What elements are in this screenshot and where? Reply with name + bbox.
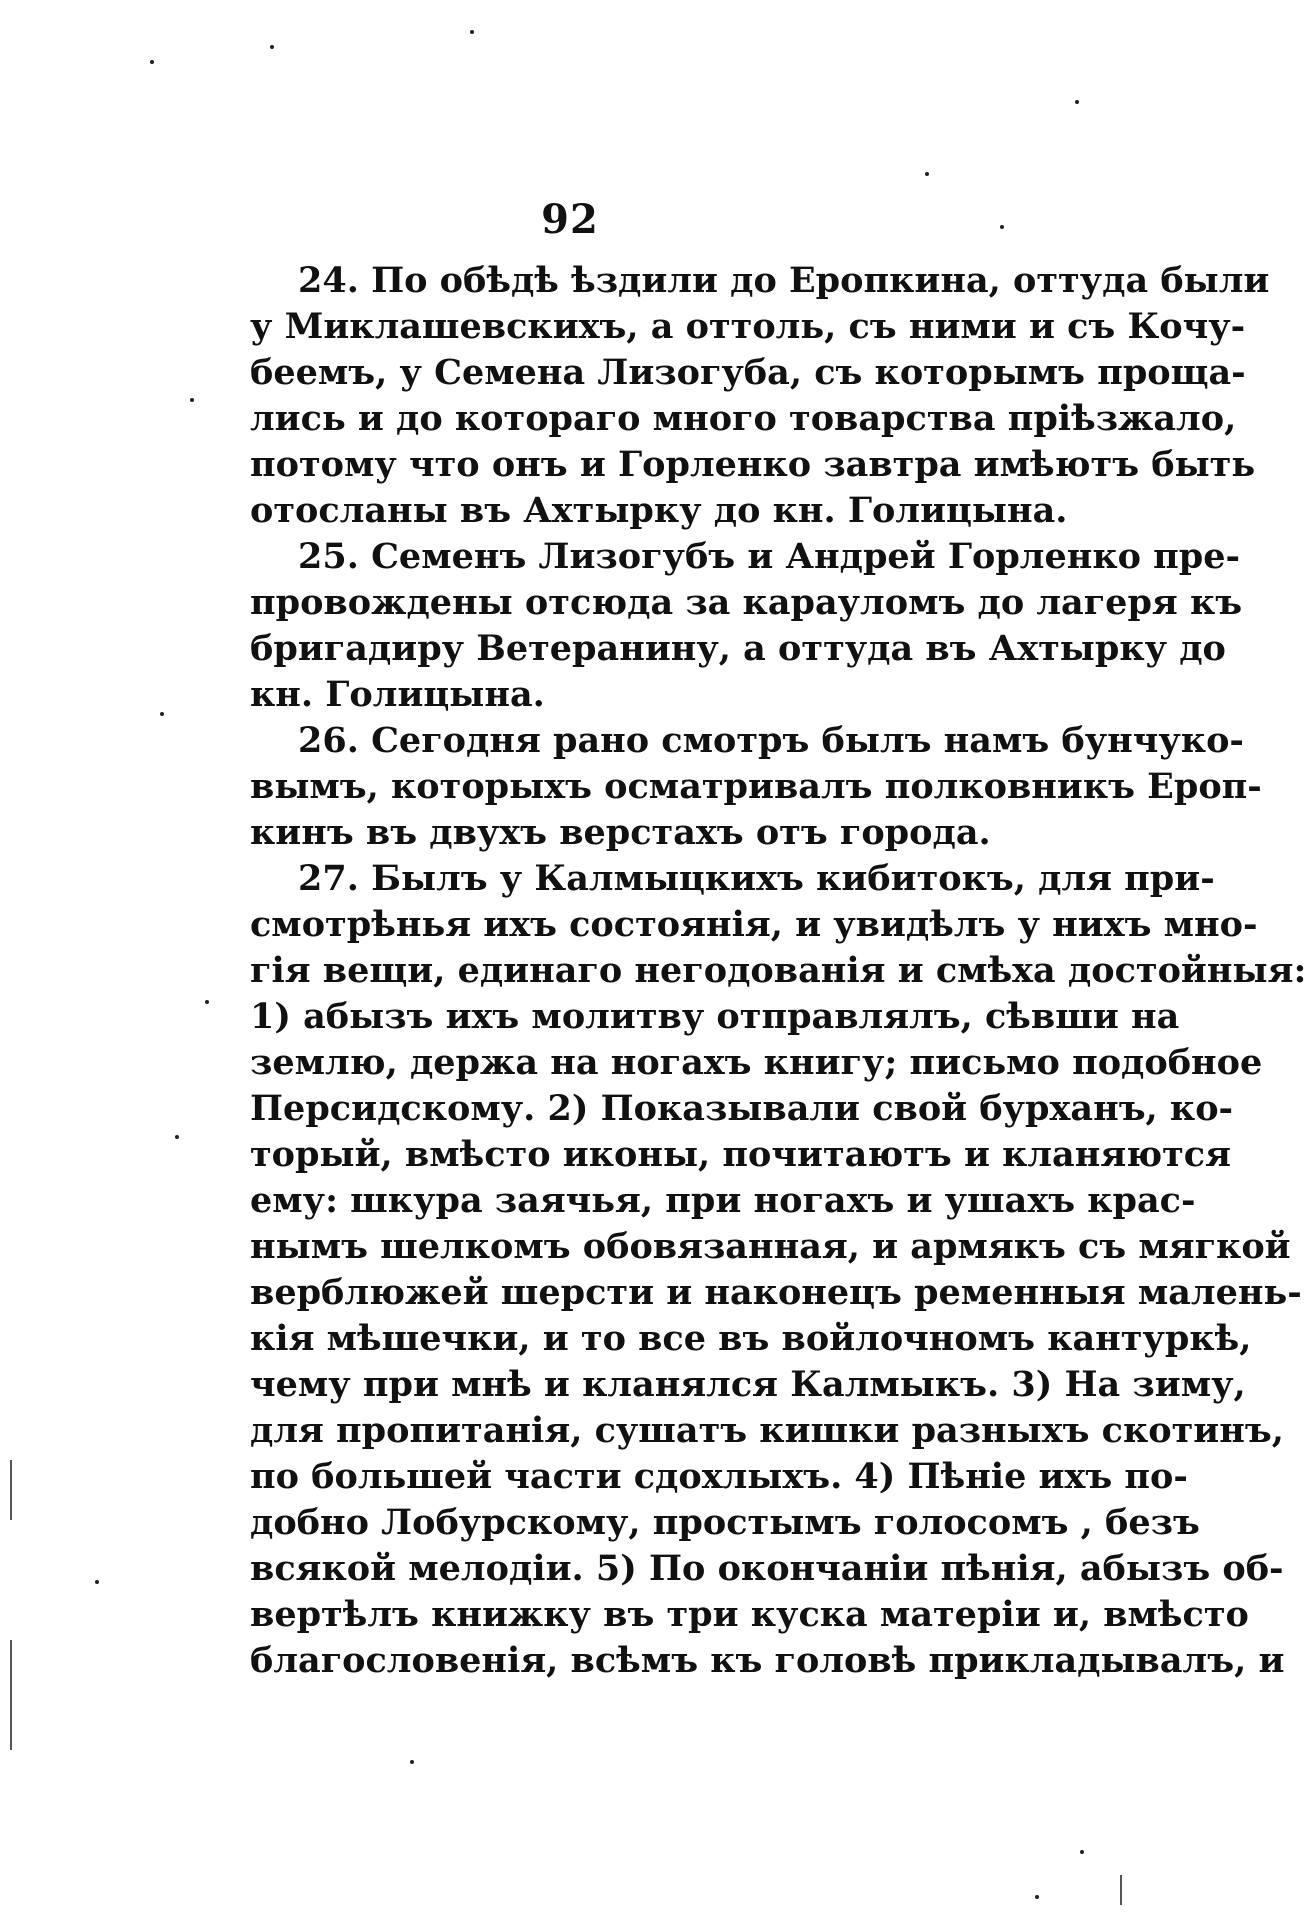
scan-edge-mark (10, 1460, 12, 1520)
scan-speck (925, 172, 929, 176)
scan-speck (205, 1000, 209, 1004)
text-line: кiя мѣшечки, и то все въ войлочномъ кантуркѣ, (250, 1318, 1252, 1359)
text-line: верблюжей шерсти и наконецъ ременныя малень- (250, 1272, 1302, 1313)
text-line: кинъ въ двухъ верстахъ отъ города. (250, 812, 991, 853)
scan-speck (160, 712, 164, 716)
text-line: беемъ, у Семена Лизогуба, съ которымъ проща- (250, 352, 1246, 393)
text-line: 24. По обѣдѣ ѣздили до Еропкина, оттуда были (298, 260, 1270, 301)
text-line: по большей части сдохлыхъ. 4) Пѣнiе ихъ по- (250, 1456, 1188, 1497)
text-line: у Миклашевскихъ, а оттоль, съ ними и съ Кочу- (250, 306, 1246, 347)
scan-speck (470, 30, 474, 34)
scan-speck (150, 60, 154, 64)
text-line: бригадиру Ветеранину, а оттуда въ Ахтырку до (250, 628, 1226, 669)
text-line: нымъ шелкомъ обовязанная, и армякъ съ мягкой (250, 1226, 1291, 1267)
page-number: 92 (541, 196, 599, 243)
text-line: лись и до котораго много товарства прiѣзжало, (250, 398, 1237, 439)
text-line: добно Лобурскому, простымъ голосомъ , безъ (250, 1502, 1200, 1543)
scan-speck (270, 45, 274, 49)
text-line: отосланы въ Ахтырку до кн. Голицына. (250, 490, 1068, 531)
text-line: благословенiя, всѣмъ къ головѣ прикладывалъ, и (250, 1640, 1285, 1681)
scan-speck (190, 398, 194, 402)
scan-speck (1080, 1850, 1084, 1854)
text-line: 25. Семенъ Лизогубъ и Андрей Горленко пре- (298, 536, 1241, 577)
text-line: чему при мнѣ и кланялся Калмыкъ. 3) На зиму, (250, 1364, 1246, 1405)
page-text-body (250, 258, 1306, 1684)
text-line: 26. Сегодня рано смотръ былъ намъ бунчуко- (298, 720, 1244, 761)
text-line: торый, вмѣсто иконы, почитаютъ и кланяются (250, 1134, 1231, 1175)
text-line: гiя вещи, единаго негодованiя и смѣха достойныя: (250, 950, 1306, 991)
text-line: 1) абызъ ихъ молитву отправлялъ, сѣвши на (250, 996, 1180, 1037)
scan-edge-mark (10, 1640, 12, 1750)
text-line: 27. Былъ у Калмыцкихъ кибитокъ, для при- (298, 858, 1215, 899)
scan-speck (1035, 1895, 1039, 1899)
scan-speck (410, 1760, 414, 1764)
scan-speck (1000, 225, 1004, 229)
text-line: землю, держа на ногахъ книгу; письмо подобное (250, 1042, 1263, 1083)
text-line: ему: шкура заячья, при ногахъ и ушахъ крас- (250, 1180, 1196, 1221)
text-line: для пропитанiя, сушатъ кишки разныхъ скотинъ, (250, 1410, 1284, 1451)
scan-speck (95, 1580, 99, 1584)
scan-speck (175, 1135, 179, 1139)
scan-edge-mark (1120, 1875, 1122, 1905)
text-line: провождены отсюда за карауломъ до лагеря къ (250, 582, 1243, 623)
text-line: потому что онъ и Горленко завтра имѣютъ быть (250, 444, 1256, 485)
text-line: вертѣлъ книжку въ три куска матерiи и, вмѣсто (250, 1594, 1249, 1635)
text-line: всякой мелодiи. 5) По окончанiи пѣнiя, абызъ об- (250, 1548, 1284, 1589)
text-line: Персидскому. 2) Показывали свой бурханъ, ко- (250, 1088, 1234, 1129)
text-line: вымъ, которыхъ осматривалъ полковникъ Ероп- (250, 766, 1262, 807)
scan-speck (1075, 100, 1079, 104)
text-line: кн. Голицына. (250, 674, 545, 715)
text-line: смотрѣнья ихъ состоянiя, и увидѣлъ у нихъ мно- (250, 904, 1258, 945)
